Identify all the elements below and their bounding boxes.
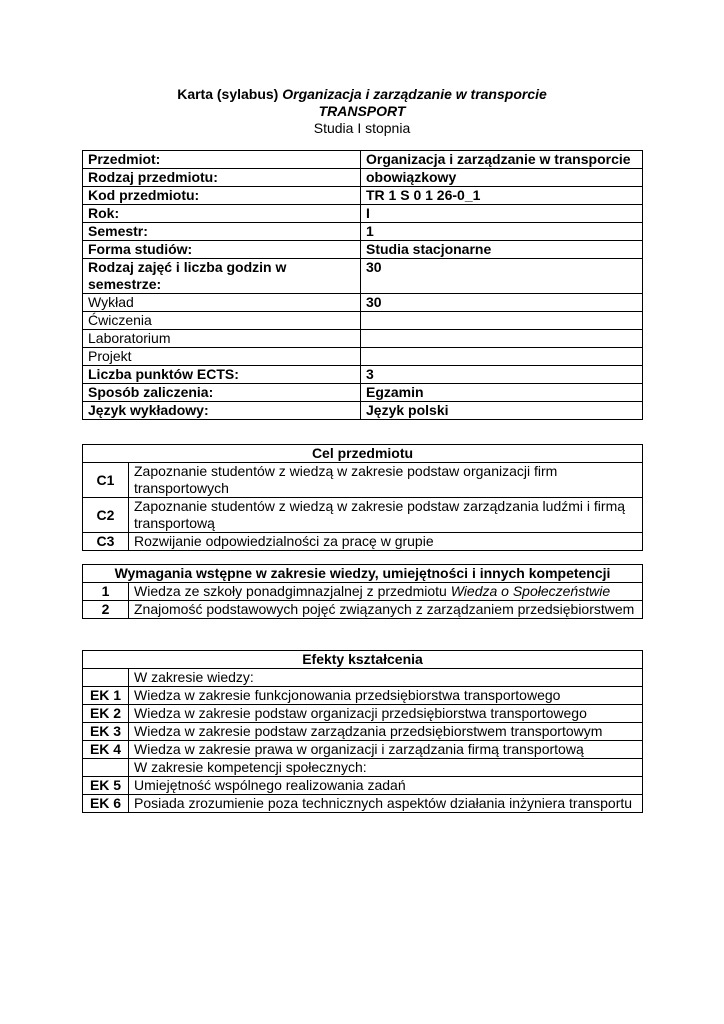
table-header-row (83, 651, 643, 669)
row-value: 1 (361, 223, 643, 241)
objective-code: C1 (83, 463, 129, 498)
document-header (0, 86, 724, 137)
outcome-text: Wiedza w zakresie podstaw zarządzania przedsiębiorstwem transportowym (129, 723, 643, 741)
table-row (83, 463, 643, 498)
outcome-code: EK 5 (83, 777, 129, 795)
outcome-text: Wiedza w zakresie prawa w organizacji i zarządzania firmą transportową (129, 741, 643, 759)
section-title: Efekty kształcenia (83, 651, 643, 669)
row-value (361, 312, 643, 330)
table-row (83, 669, 643, 687)
table-row (83, 366, 643, 384)
row-label: Rok: (83, 205, 361, 223)
learning-outcomes-table (82, 650, 643, 813)
row-label: Sposób zaliczenia: (83, 384, 361, 402)
row-label: Przedmiot: (83, 151, 361, 169)
prerequisites-table (82, 564, 643, 619)
row-label: Projekt (83, 348, 361, 366)
table-row (83, 151, 643, 169)
row-value: obowiązkowy (361, 169, 643, 187)
outcome-code: EK 2 (83, 705, 129, 723)
table-row (83, 687, 643, 705)
table-row (83, 205, 643, 223)
row-value: 3 (361, 366, 643, 384)
subsection-label: W zakresie wiedzy: (129, 669, 643, 687)
row-value (361, 348, 643, 366)
table-row (83, 741, 643, 759)
table-row (83, 187, 643, 205)
row-value: Organizacja i zarządzanie w transporcie (361, 151, 643, 169)
row-label: Ćwiczenia (83, 312, 361, 330)
outcome-text: Wiedza w zakresie podstaw organizacji przedsiębiorstwa transportowego (129, 705, 643, 723)
outcome-code: EK 1 (83, 687, 129, 705)
table-row (83, 533, 643, 551)
row-value: 30 (361, 294, 643, 312)
outcome-text: Wiedza w zakresie funkcjonowania przedsiębiorstwa transportowego (129, 687, 643, 705)
outcome-code: EK 6 (83, 795, 129, 813)
row-label: Wykład (83, 294, 361, 312)
document-title: Karta (sylabus) Organizacja i zarządzanie w transporcie (177, 86, 547, 102)
row-value: Egzamin (361, 384, 643, 402)
prerequisite-code: 2 (83, 601, 129, 619)
outcome-code: EK 3 (83, 723, 129, 741)
prerequisite-text: Znajomość podstawowych pojęć związanych z zarządzaniem przedsiębiorstwem (129, 601, 643, 619)
row-label: Liczba punktów ECTS: (83, 366, 361, 384)
table-row (83, 241, 643, 259)
row-label: Kod przedmiotu: (83, 187, 361, 205)
table-row (83, 759, 643, 777)
outcome-text: Umiejętność wspólnego realizowania zadań (129, 777, 643, 795)
table-row (83, 777, 643, 795)
section-title: Cel przedmiotu (83, 445, 643, 463)
table-row (83, 259, 643, 294)
row-label: Język wykładowy: (83, 402, 361, 420)
row-label: Laboratorium (83, 330, 361, 348)
subject-name: Wiedza o Społeczeństwie (450, 583, 611, 599)
objective-text: Rozwijanie odpowiedzialności za pracę w grupie (129, 533, 643, 551)
objective-text: Zapoznanie studentów z wiedzą w zakresie podstaw zarządzania ludźmi i firmą transportową (129, 498, 643, 533)
table-row (83, 402, 643, 420)
table-row (83, 583, 643, 601)
objective-text: Zapoznanie studentów z wiedzą w zakresie podstaw organizacji firm transportowych (129, 463, 643, 498)
row-label: Rodzaj zajęć i liczba godzin w semestrze: (83, 259, 361, 294)
course-info-table (82, 150, 643, 420)
study-level: Studia I stopnia (313, 120, 411, 136)
table-row (83, 723, 643, 741)
row-value: I (361, 205, 643, 223)
table-row (83, 705, 643, 723)
outcome-code: EK 4 (83, 741, 129, 759)
prerequisite-code: 1 (83, 583, 129, 601)
subsection-label: W zakresie kompetencji społecznych: (129, 759, 643, 777)
objective-code: C2 (83, 498, 129, 533)
prerequisite-text: Wiedza ze szkoły ponadgimnazjalnej z przedmiotu Wiedza o Społeczeństwie (129, 583, 643, 601)
row-value: Język polski (361, 402, 643, 420)
row-value: 30 (361, 259, 643, 294)
row-label: Semestr: (83, 223, 361, 241)
table-row (83, 294, 643, 312)
row-value (361, 330, 643, 348)
table-header-row (83, 445, 643, 463)
table-row (83, 169, 643, 187)
row-label: Rodzaj przedmiotu: (83, 169, 361, 187)
course-objectives-table (82, 444, 643, 551)
table-row (83, 384, 643, 402)
table-row (83, 498, 643, 533)
outcome-text: Posiada zrozumienie poza technicznych aspektów działania inżyniera transportu (129, 795, 643, 813)
table-header-row (83, 565, 643, 583)
table-row (83, 601, 643, 619)
row-value: TR 1 S 0 1 26-0_1 (361, 187, 643, 205)
table-row (83, 312, 643, 330)
objective-code: C3 (83, 533, 129, 551)
row-value: Studia stacjonarne (361, 241, 643, 259)
table-row (83, 330, 643, 348)
table-row (83, 223, 643, 241)
field-of-study: TRANSPORT (318, 103, 406, 119)
row-label: Forma studiów: (83, 241, 361, 259)
table-row (83, 795, 643, 813)
table-row (83, 348, 643, 366)
section-title: Wymagania wstępne w zakresie wiedzy, umiejętności i innych kompetencji (83, 565, 643, 583)
